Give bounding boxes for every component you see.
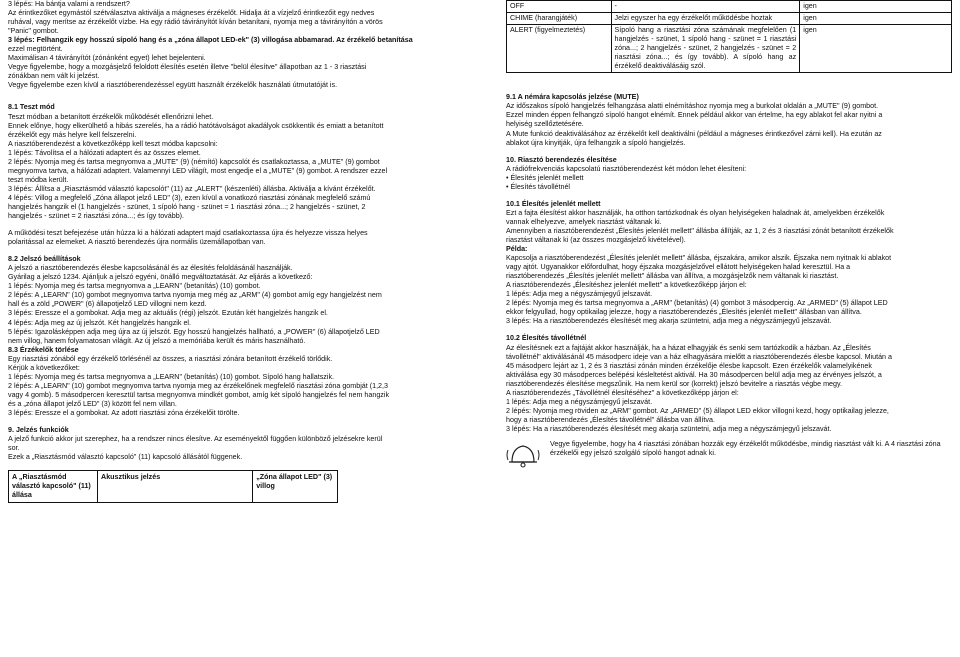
table-cell: - <box>611 1 800 13</box>
text-line: 2 lépés: Nyomja meg és tartsa megnyomva a „ARM" (betanítás) (4) gombot 3 másodpercig. Az „ARMED" (5) állapot LED <box>506 299 888 308</box>
text-line: A Mute funkció deaktiválásához az érzékelőt kell deaktiválni (például a mágneses érintkezővel zárni kell). Ha ezután az <box>506 129 882 138</box>
text-line: ablakot újra kinyitják, újra felhangzik a sípoló hangjelzés. <box>506 138 686 147</box>
text-line: nem villog, hanem folyamatosan világít. Az új jelszó a memóriába került és máris használható. <box>8 336 306 345</box>
section-title-9-1: 9.1 A némára kapcsolás jelzése (MUTE) <box>506 93 639 102</box>
text-line: A jelszó a riasztóberendezés élesbe kapcsolásánál és az élesítés feloldásánál használják. <box>8 264 293 273</box>
bullet-item: • Élesítés jelenlét mellett <box>506 173 584 182</box>
left-column <box>8 0 482 503</box>
text-line: 3 lépés: Ha a riasztóberendezés élesítését meg akarja szüntetni, adja meg a négyszámjegyű jelszavát. <box>506 317 832 326</box>
text-line: 1 lépés: Adja meg a négyszámjegyű jelszavát. <box>506 290 653 299</box>
table-cell: OFF <box>507 1 612 13</box>
text-line: sor. <box>8 444 20 453</box>
text-line: 3 lépés: Felhangzik egy hosszú sípoló hang és a „zóna állapot LED-ek" (3) villogása abbamarad. Az érzékelő betanítása <box>8 36 413 45</box>
text-line: zónákban nem vált ki jelzést. <box>8 72 100 81</box>
text-line: 3 lépés: Eressze el a gombokat. Adja meg az aktuális (régi) jelszót. Ezután két hangjelzés hangzik el. <box>8 309 328 318</box>
text-line: Ezzel minden éppen felhangzó sípoló hangot elnémít. Ennek például akkor van értelme, ha egy ablakot fel akar nyitni a <box>506 111 883 120</box>
text-line: Ezek a „Riasztásmód választó kapcsoló" (11) kapcsoló állásától függenek. <box>8 453 243 462</box>
text-line: Vegye figyelembe, hogy a mozgásjelző feloldott élesítés esetén illetve "belül élesítve" állapotban az 1 - 3 riasztási <box>8 63 367 72</box>
table-row <box>9 471 338 503</box>
table-cell: Sípoló hang a riasztási zóna számának megfelelően (1 hangjelzés - szünet, 1 sípoló hang - szünet = 1 riasztási zóna...; 2 hangjelzés - szünet, 2 hangjelzés - szünet = 2 riasztási zóna...; és így tovább). A sípoló hang az érzékelő deaktiválásáig szól. <box>611 25 800 73</box>
text-line: 3 lépés: Ha bántja valami a rendszert? <box>8 0 130 8</box>
section-title-8-1: 8.1 Teszt mód <box>8 103 55 112</box>
section-title-8-2: 8.2 Jelszó beállítások <box>8 255 81 264</box>
table-cell: „Zóna állapot LED" (3) villog <box>253 471 338 503</box>
example-label: Példa: <box>506 245 528 254</box>
text-line: A rádiófrekvenciás kapcsolatú riasztóberendezést két módon lehet élesíteni: <box>506 164 747 173</box>
text-line: Kérjük a következőket: <box>8 363 80 372</box>
text-line: ruhával, vagy merítse az érzékelőt vízbe. Ha egy rádió távirányítót kíván betanítani, nyomja meg a távirányítón a vörös <box>8 18 383 27</box>
table-cell: Jelzi egyszer ha egy érzékelőt működésbe hoztak <box>611 13 800 25</box>
table-cell: ALERT (figyelmeztetés) <box>507 25 612 73</box>
text-line: távollétnél" aktiválásánál 45 másodperc ideje van a ház elhagyására mielőtt a riasztóberendezés élesbe kapcsol. Miután a <box>506 352 892 361</box>
table-cell: igen <box>800 25 952 73</box>
text-line: A működési teszt befejezése után húzza ki a hálózati adaptert majd csatlakoztassa újra és helyezze vissza helyes <box>8 229 368 238</box>
table-cell: igen <box>800 13 952 25</box>
note-box <box>506 440 952 468</box>
text-line: 2 lépés: A „LEARN" (10) gombot megnyomva tartva nyomja meg az érzékelőnek megfelelő riasztási zóna gombját (1,2,3 <box>8 381 388 390</box>
table-cell: Akusztikus jelzés <box>98 471 253 503</box>
text-line: 4 lépés: Villog a megfelelő „Zóna állapot jelző LED" (3), ezen kívül a vonatkozó riasztási zónának megfelelő számú <box>8 193 371 202</box>
text-line: 3 lépés: Állítsa a „Riasztásmód választó kapcsolót" (11) az „ALERT" (készenléti) állásba. Aktiválja a kívánt érzékelőt. <box>8 184 376 193</box>
text-line: 4 lépés: Adja meg az új jelszót. Két hangjelzés hangzik el. <box>8 318 191 327</box>
text-line: A jelző funkció akkor jut szerephez, ha a rendszer nincs élesítve. Az eseményektől függően különböző jelzésekre kerül <box>8 435 383 444</box>
section-title-9: 9. Jelzés funkciók <box>8 426 69 435</box>
text-line: ezzel megtörtént. <box>8 45 63 54</box>
table-row <box>507 13 952 25</box>
text-line: riasztóberendezés élesítése megszűnik. Ha nem kerül sor (korrekt) jelszó bevitelre a riasztás végbe megy. <box>506 379 843 388</box>
text-line: helyiség szellőztetésére. <box>506 120 584 129</box>
text-line: 1 lépés: Nyomja meg és tartsa megnyomva a „LEARN" (betanítás) (10) gombot. <box>8 282 261 291</box>
text-line: Teszt módban a betanított érzékelők működését ellenőrizni lehet. <box>8 112 214 121</box>
text-line: polaritással az elemeket. A riasztó berendezés újra normális üzemállapotban van. <box>8 238 266 247</box>
section-title-10-1: 10.1 Élesítés jelenlét mellett <box>506 199 601 208</box>
text-line: A riasztóberendezést a következőképp kell teszt módba kapcsolni: <box>8 139 218 148</box>
text-line: 2 lépés: Nyomja meg röviden az „ARM" gombot. Az „ARMED" (5) állapot LED ekkor villogni kezd, hogy optikailag jelezze, <box>506 406 889 415</box>
text-line: "Panic" gombot. <box>8 27 59 36</box>
section-title-8-3: 8.3 Érzékelők törlése <box>8 345 79 354</box>
text-line: Az érintkezőket egymástól szétválasztva aktiválja a mágneses érzékelőt. Hidalja át a vízjelző érintkezőit egy nedves <box>8 9 375 18</box>
table-cell: igen <box>800 1 952 13</box>
text-line: ekkor felgyullad, hogy optikailag jelezze, hogy a riasztóberendezés „Élesítés jelenlét mellett" állásban van állítva. <box>506 308 862 317</box>
text-line: A riasztóberendezés „Távollétnél élesítéséhez" a következőképp járjon el: <box>506 388 739 397</box>
text-line: Az időszakos sípoló hangjelzés felhangzása alatti elnémításhoz nyomja meg a burkolat oldalán a „MUTE" (9) gombot. <box>506 102 879 111</box>
signal-table <box>8 470 338 503</box>
note-text: Vegye figyelembe, hogy ha 4 riasztási zónában hozzák egy érzékelőt működésbe, mindig riasztást vált ki. A 4 riasztási zóna érzékelői egy jelszó szolgáló sípoló hangot adnak ki. <box>550 439 941 458</box>
text-line: Ezt a fajta élesítést akkor használják, ha otthon tartózkodnak és olyan helyiségeken haladnak át, amelyekben érzékelők <box>506 208 885 217</box>
text-line: vagy 4 gomb). 5 másodpercen keresztül tartsa megnyomva mindkét gombot, amíg két sípoló hangjelzés fel nem hangzik <box>8 390 390 399</box>
text-line: Vegye figyelembe ezen kívül a riasztóberendezéssel együtt használt érzékelők használati útmutatóját is. <box>8 81 338 90</box>
text-line: riasztást váltanak ki (az összes mozgásjelző kivételével). <box>506 235 686 244</box>
text-line: hangjelzés - szünet = 2 riasztási zóna...; és így tovább). <box>8 212 185 221</box>
table-row <box>507 1 952 13</box>
section-title-10: 10. Riasztó berendezés élesítése <box>506 155 617 164</box>
text-line: Ennek előnye, hogy elkerülhető a hibás szerelés, ha a rádió hatótávolságot akadályok csökkentik és emiatt a betanított <box>8 121 384 130</box>
text-line: megnyomva tartva, a hálózati adaptert. Valamennyi LED világít, most engedje el a „MUTE" (9) gombot. A rendszer ezzel <box>8 166 388 175</box>
text-line: 2 lépés: A „LEARN" (10) gombot megnyomva tartva nyomja meg még az „ARM" (4) gombot amíg egy hangjelzést nem <box>8 291 382 300</box>
table-cell: A „Riasztásmód választó kapcsoló" (11) állása <box>9 471 98 503</box>
text-line: 45 másodperc lejárt az 1, 2 és 3 riasztási zónán minden érzékelője élesbe kapcsolt. Ezen érzékelők valamelyikének <box>506 361 872 370</box>
text-line: riasztóberendezés „Élesítés jelenlét mellett" állásba van állítva, a mozgásjelzők nem váltanak ki riasztást. <box>506 272 839 281</box>
table-cell: CHIME (harangjáték) <box>507 13 612 25</box>
text-line: Gyárilag a jelszó 1234. Ajánljuk a jelszó egyéni, önálló megváltoztatását. Az eljárás a következő: <box>8 273 313 282</box>
bullet-item: • Élesítés távollétnél <box>506 182 571 191</box>
text-line: vagy ajtót. Ugyanakkor előfordulhat, hogy éjszaka mozgásjelzővel ellátott helyiségeken halad keresztül. Ha a <box>506 263 851 272</box>
table-row <box>507 25 952 73</box>
text-line: és a „zóna állapot jelző LED" (3) között fel nem villan. <box>8 399 177 408</box>
text-line: vannak elhelyezve, amelyek riasztást váltanak ki. <box>506 217 662 226</box>
text-line: 5 lépés: Igazolásképpen adja meg újra az új jelszót. Egy hosszú hangjelzés hallható, a „POWER" (6) állapotjelző LED <box>8 327 380 336</box>
section-title-10-2: 10.2 Élesítés távollétnél <box>506 334 587 343</box>
text-line: teszt módba került. <box>8 175 69 184</box>
text-line: Maximálisan 4 távirányítót (zónánként egyet) lehet bejelenteni. <box>8 54 206 63</box>
text-line: 1 lépés: Adja meg a négyszámjegyű jelszavát. <box>506 397 653 406</box>
text-line: hall és a zöld „POWER" (6) állapotjelző LED villogni nem kezd. <box>8 300 207 309</box>
text-line: 1 lépés: Nyomja meg és tartsa megnyomva a „LEARN" (betanítás) (10) gombot. Sípoló hang hallatszik. <box>8 372 335 381</box>
text-line: Kapcsolja a riasztóberendezést „Élesítés jelenlét mellett" állásba, éjszakára, amikor alszik. Éjszaka nem nyitnak ki ablakot <box>506 254 892 263</box>
text-line: Amennyiben a riasztóberendezést „Élesítés jelenlét mellett" állásba állítják, az 1, 2 és 3 riasztási zónát betanított érzékelők <box>506 226 894 235</box>
text-line: hangjelzés hangzik el (1 hangjelzés - szünet, 1 sípoló hang - szünet = 1 riasztási zóna...; 2 hangjelzés - szünet, 2 <box>8 202 366 211</box>
text-line: 3 lépés: Ha a riasztóberendezés élesítését meg akarja szüntetni, adja meg a négyszámjegyű jelszavát. <box>506 424 832 433</box>
text-line: A riasztóberendezés „Élesítéshez jelenlét mellett" a következőképp járjon el: <box>506 281 747 290</box>
text-line: hogy a riasztóberendezés „Élesítés távollétnél" állásba van állítva. <box>506 415 715 424</box>
text-line: 2 lépés: Nyomja meg és tartsa megnyomva a „MUTE" (9) (némító) kapcsolót és csatlakoztassa, a „MUTE" (9) gombot <box>8 157 380 166</box>
text-line: 1 lépés: Távolítsa el a hálózati adaptert és az összes elemet. <box>8 148 201 157</box>
text-line: aktiválása egy 30 másodperces belépési késleltetést aktivál. Ha 30 másodpercen belül adja meg az érvényes jelszót, a <box>506 370 882 379</box>
text-line: 3 lépés: Eressze el a gombokat. Az adott riasztási zóna érzékelőit törölte. <box>8 408 240 417</box>
right-column <box>506 0 952 468</box>
bell-warning-icon <box>506 440 540 468</box>
text-line: Az élesítésnek ezt a fajtáját akkor használják, ha a házat elhagyják és senki sem tartózkodik a házban. Az „Élesítés <box>506 343 871 352</box>
text-line: érzékelőt egy más helyre kell felszerelni. <box>8 130 137 139</box>
text-line: Egy riasztási zónából egy érzékelő törlésénél az összes, a riasztási zónára betanított érzékelő törlődik. <box>8 354 333 363</box>
mode-table <box>506 0 952 73</box>
